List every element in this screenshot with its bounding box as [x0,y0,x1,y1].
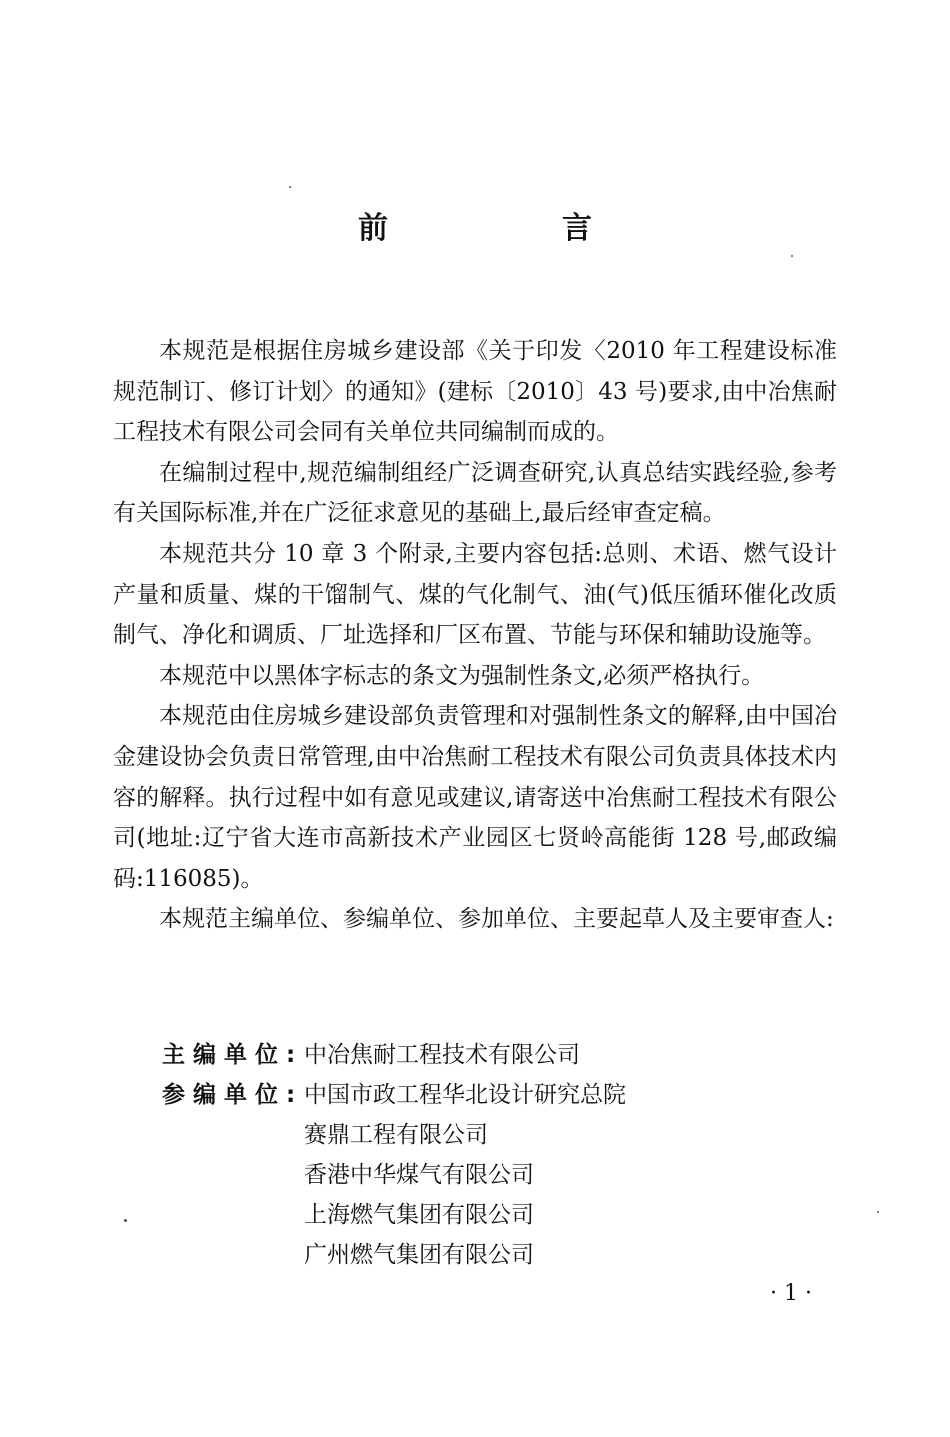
participating-unit: 广州燃气集团有限公司 [304,1242,534,1268]
chief-unit-name: 中冶焦耐工程技术有限公司 [304,1042,580,1068]
participating-unit: 上海燃气集团有限公司 [304,1202,534,1228]
paragraph-contents: 本规范共分 10 章 3 个附录,主要内容包括:总则、术语、燃气设计产量和质量、煤的干馏制气、煤的气化制气、油(气)低压循环催化改质制气、净化和调质、厂址选择和厂区布置、节能与环保和辅助设施等。 [113,540,837,649]
paragraph-mandatory: 本规范中以黑体字标志的条文为强制性条文,必须严格执行。 [159,662,765,689]
page-number: · 1 · [770,1281,812,1306]
participating-units-label: 参编单位: [162,1082,304,1108]
paragraph-basis: 本规范是根据住房城乡建设部《关于印发〈2010 年工程建设标准规范制订、修订计划〉的通知》(建标〔2010〕43 号)要求,由中冶焦耐工程技术有限公司会同有关单位共同编制而成的。 [113,338,837,446]
chief-unit-names [304,1035,580,1075]
preface-body [113,331,837,940]
page-title: 前 言 [358,211,664,246]
participating-unit: 中国市政工程华北设计研究总院 [304,1082,626,1108]
participating-unit: 赛鼎工程有限公司 [304,1122,488,1148]
paragraph-units-intro: 本规范主编单位、参编单位、参加单位、主要起草人及主要审查人: [159,906,834,933]
chief-unit-label: 主编单位: [162,1042,304,1068]
chief-unit-row [162,1035,626,1075]
participating-units-row [162,1075,626,1275]
scan-speck [124,1219,127,1222]
paragraph-management: 本规范由住房城乡建设部负责管理和对强制性条文的解释,由中国冶金建设协会负责日常管理,由中冶焦耐工程技术有限公司负责具体技术内容的解释。执行过程中如有意见或建议,请寄送中冶焦耐工程技术有限公司(地址:辽宁省大连市高新技术产业园区七贤岭高能街 128 号,邮政编码:116085)。 [113,703,837,892]
scan-speck [289,186,291,188]
participating-unit: 香港中华煤气有限公司 [304,1162,534,1188]
paragraph-process: 在编制过程中,规范编制组经广泛调查研究,认真总结实践经验,参考有关国际标准,并在广泛征求意见的基础上,最后经审查定稿。 [113,459,837,527]
scan-speck [877,1211,879,1213]
units-list [162,1035,626,1275]
participating-units-names [304,1075,626,1275]
scan-speck [791,255,793,257]
